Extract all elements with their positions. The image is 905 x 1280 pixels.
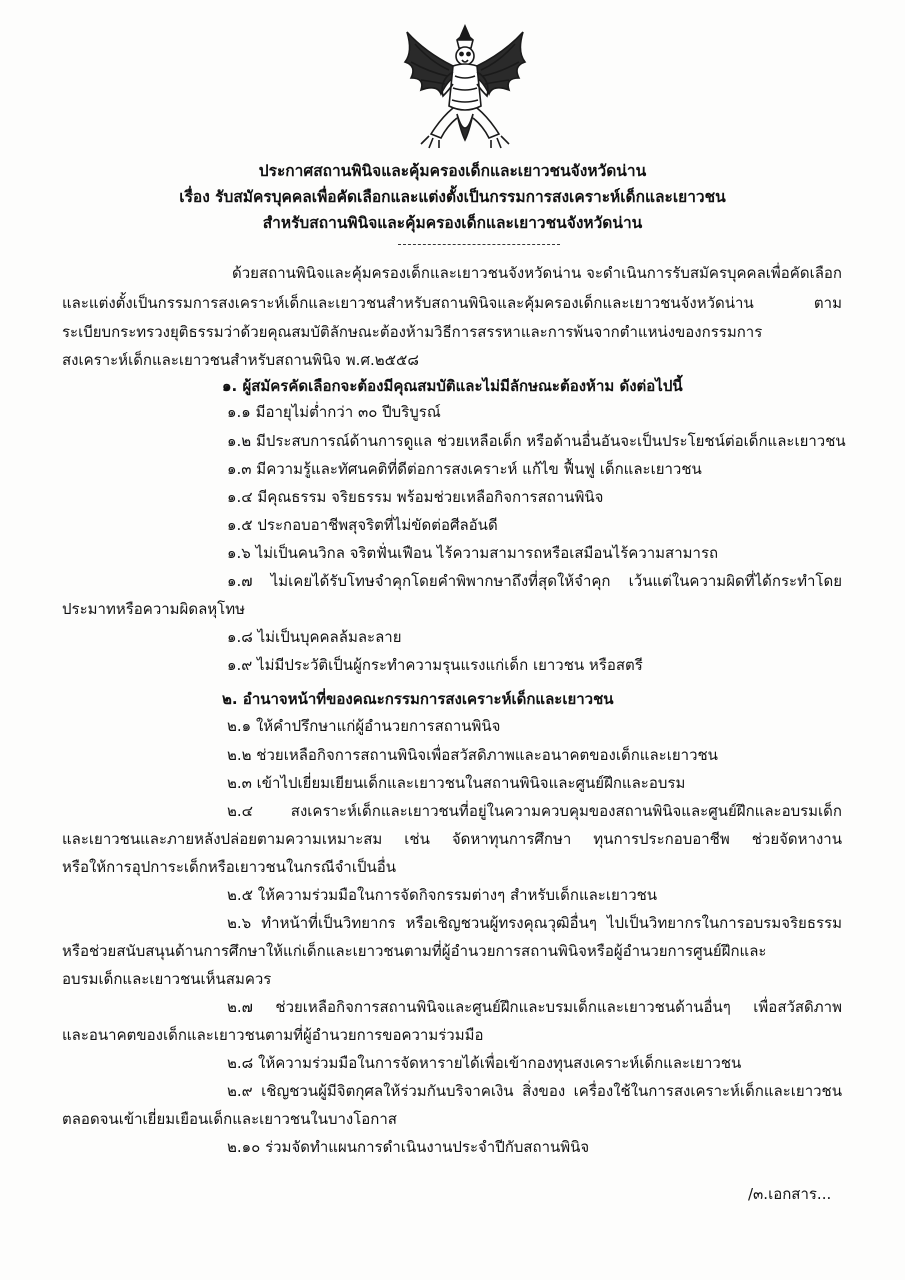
list-item: ๑.๕ ประกอบอาชีพสุจริตที่ไม่ขัดต่อศีลอันดี [227, 516, 498, 534]
list-item: ๒.๑ ให้คำปรึกษาแก่ผู้อำนวยการสถานพินิจ [227, 717, 501, 735]
garuda-emblem-icon [395, 22, 535, 152]
list-item: ๑.๑ มีอายุไม่ต่ำกว่า ๓๐ ปีบริบูรณ์ [227, 403, 441, 421]
list-item: ๑.๙ ไม่มีประวัติเป็นผู้กระทำความรุนแรงแก่เด็ก เยาวชน หรือสตรี [227, 656, 643, 674]
list-item-cont: ตลอดจนเข้าเยี่ยมเยือนเด็กและเยาวชนในบางโอกาส [62, 1110, 397, 1128]
list-item: ๒.๕ ให้ความร่วมมือในการจัดกิจกรรมต่างๆ สำหรับเด็กและเยาวชน [227, 886, 658, 904]
list-item: ๒.๙ เชิญชวนผู้มีจิตกุศลให้ร่วมกันบริจาคเงิน สิ่งของ เครื่องใช้ในการสงเคราะห์เด็กและเยาวชน [227, 1082, 842, 1100]
list-item: ๒.๑๐ ร่วมจัดทำแผนการดำเนินงานประจำปีกับสถานพินิจ [227, 1138, 590, 1156]
section-2-heading: ๒. อำนาจหน้าที่ของคณะกรรมการสงเคราะห์เด็กและเยาวชน [222, 690, 614, 708]
intro-line: และแต่งตั้งเป็นกรรมการสงเคราะห์เด็กและเยาวชนสำหรับสถานพินิจและคุ้มครองเด็กและเยาวชนจังหวัดน่าน ตาม [62, 294, 842, 312]
announcement-subject-cont: สำหรับสถานพินิจและคุ้มครองเด็กและเยาวชนจังหวัดน่าน [262, 214, 643, 232]
list-item-cont: และอนาคตของเด็กและเยาวชนตามที่ผู้อำนวยการขอความร่วมมือ [62, 1026, 484, 1044]
intro-line: ด้วยสถานพินิจและคุ้มครองเด็กและเยาวชนจังหวัดน่าน จะดำเนินการรับสมัครบุคคลเพื่อคัดเลือก [232, 264, 842, 282]
section-1-heading: ๑. ผู้สมัครคัดเลือกจะต้องมีคุณสมบัติและไม่มีลักษณะต้องห้าม ดังต่อไปนี้ [222, 377, 683, 395]
list-item: ๑.๔ มีคุณธรรม จริยธรรม พร้อมช่วยเหลือกิจการสถานพินิจ [227, 488, 604, 506]
announcement-subject: เรื่อง รับสมัครบุคคลเพื่อคัดเลือกและแต่งตั้งเป็นกรรมการสงเคราะห์เด็กและเยาวชน [179, 188, 726, 206]
list-item: ๒.๗ ช่วยเหลือกิจการสถานพินิจและศูนย์ฝึกและบรมเด็กและเยาวชนด้านอื่นๆ เพื่อสวัสดิภาพ [227, 998, 842, 1016]
list-item-cont: และเยาวชนและภายหลังปล่อยตามความเหมาะสม เช่น จัดหาทุนการศึกษา ทุนการประกอบอาชีพ ช่วยจัดหางาน [62, 830, 842, 848]
announcement-title: ประกาศสถานพินิจและคุ้มครองเด็กและเยาวชนจังหวัดน่าน [258, 162, 647, 180]
list-item: ๑.๓ มีความรู้และทัศนคติที่ดีต่อการสงเคราะห์ แก้ไข ฟื้นฟู เด็กและเยาวชน [227, 460, 702, 478]
list-item-cont: หรือให้การอุปการะเด็กหรือเยาวชนในกรณีจำเป็นอื่น [62, 858, 396, 876]
list-item: ๒.๔ สงเคราะห์เด็กและเยาวชนที่อยู่ในความควบคุมของสถานพินิจและศูนย์ฝึกและอบรมเด็ก [227, 802, 842, 820]
list-item-cont: หรือช่วยสนับสนุนด้านการศึกษาให้แก่เด็กและเยาวชนตามที่ผู้อำนวยการสถานพินิจหรือผู้อำนวยการศูนย์ฝึกและ [62, 942, 767, 960]
list-item: ๑.๘ ไม่เป็นบุคคลล้มละลาย [227, 628, 402, 646]
list-item: ๒.๓ เข้าไปเยี่ยมเยียนเด็กและเยาวชนในสถานพินิจและศูนย์ฝึกและอบรม [227, 774, 686, 792]
intro-line: ระเบียบกระทรวงยุติธรรมว่าด้วยคุณสมบัติลักษณะต้องห้ามวิธีการสรรหาและการพ้นจากตำแหน่งของกรรมการ [62, 323, 763, 341]
list-item: ๒.๖ ทำหน้าที่เป็นวิทยากร หรือเชิญชวนผู้ทรงคุณวุฒิอื่นๆ ไปเป็นวิทยากรในการอบรมจริยธรรม [227, 914, 842, 932]
list-item: ๒.๘ ให้ความร่วมมือในการจัดหารายได้เพื่อเข้ากองทุนสงเคราะห์เด็กและเยาวชน [227, 1054, 742, 1072]
list-item: ๑.๗ ไม่เคยได้รับโทษจำคุกโดยคำพิพากษาถึงที่สุดให้จำคุก เว้นแต่ในความผิดที่ได้กระทำโดย [227, 572, 842, 590]
list-item: ๑.๖ ไม่เป็นคนวิกล จริตฟั่นเฟือน ไร้ความสามารถหรือเสมือนไร้ความสามารถ [227, 544, 719, 562]
list-item-cont: อบรมเด็กและเยาวชนเห็นสมควร [62, 970, 272, 988]
list-item: ๒.๒ ช่วยเหลือกิจการสถานพินิจเพื่อสวัสดิภาพและอนาคตของเด็กและเยาวชน [227, 746, 718, 764]
intro-line: สงเคราะห์เด็กและเยาวชนสำหรับสถานพินิจ พ.ศ.๒๕๕๘ [62, 351, 419, 369]
list-item: ๑.๒ มีประสบการณ์ด้านการดูแล ช่วยเหลือเด็ก หรือด้านอื่นอันจะเป็นประโยชน์ต่อเด็กและเยาวชน [227, 432, 846, 450]
list-item-cont: ประมาทหรือความผิดลหุโทษ [62, 600, 245, 618]
continuation-note: /๓.เอกสาร... [748, 1185, 832, 1203]
separator-text [398, 238, 502, 248]
